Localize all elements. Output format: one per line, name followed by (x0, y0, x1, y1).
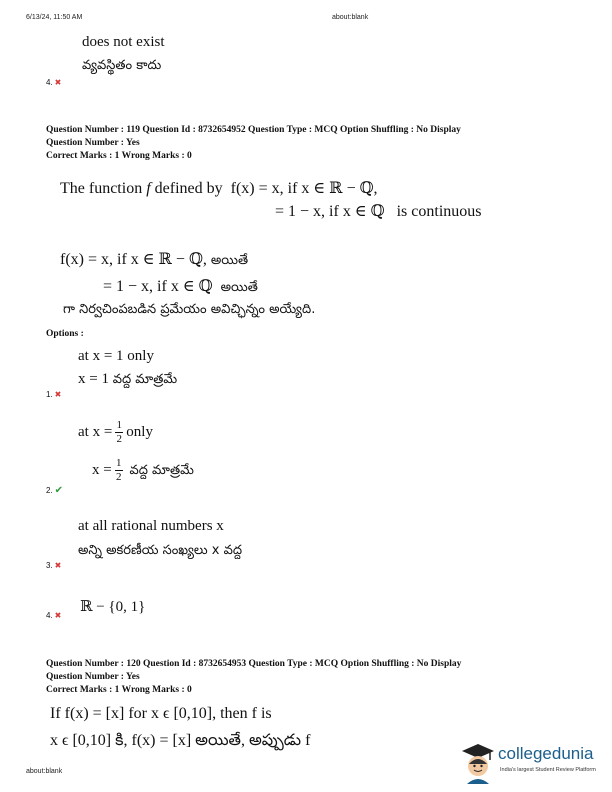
q120-stem-te: x ϵ [0,10] కి, f(x) = [x] అయితే, అప్పుడు f (50, 732, 311, 749)
q120-stem-en: If f(x) = [x] for x ϵ [0,10], then f is (50, 705, 272, 722)
q120-meta-line2: Question Number : Yes (46, 672, 140, 682)
prev-option4-te: వ్యవస్థితం కాదు (82, 58, 162, 73)
q119-stem-te-line3: గా నిర్వచింపబడిన ప్రమేయం అవిచ్ఛిన్నం అయ్యేది. (63, 302, 316, 317)
q119-option3-te: అన్ని అకరణీయ సంఖ్యలు x వద్ద (78, 543, 243, 558)
prev-option4-number: 4. ✖ (46, 78, 62, 87)
wrong-mark-icon: ✖ (54, 390, 62, 399)
q119-option3-number: 3. ✖ (46, 561, 62, 570)
collegedunia-logo (458, 742, 610, 786)
q119-option4-number: 4. ✖ (46, 611, 62, 620)
logo-name: collegedunia (498, 744, 594, 763)
prev-option4-en: does not exist (82, 34, 165, 50)
q119-option2-number: 2. ✔ (46, 485, 64, 496)
wrong-mark-icon: ✖ (54, 561, 62, 570)
q119-stem-en-line2: = 1 − x, if x ∈ ℚ is continuous (275, 203, 482, 220)
q119-meta-line1: Question Number : 119 Question Id : 8732654952 Question Type : MCQ Option Shuffling : No Display (46, 125, 461, 135)
print-datetime: 6/13/24, 11:50 AM (26, 14, 83, 21)
q119-option1-te: x = 1 వద్ద మాత్రమే (78, 371, 178, 387)
q119-meta-line3: Correct Marks : 1 Wrong Marks : 0 (46, 151, 192, 161)
options-label: Options : (46, 329, 84, 339)
fraction-one-half: $\frac{1}{2}$ (116, 419, 123, 445)
wrong-mark-icon: ✖ (54, 611, 62, 620)
print-url: about:blank (332, 14, 369, 21)
q120-meta-line3: Correct Marks : 1 Wrong Marks : 0 (46, 685, 192, 695)
correct-check-icon: ✔ (54, 485, 64, 496)
q119-option4: ℝ − {0, 1} (80, 599, 146, 615)
q119-meta-line2: Question Number : Yes (46, 138, 140, 148)
q119-option3-en: at all rational numbers x (78, 518, 224, 534)
wrong-mark-icon: ✖ (54, 78, 62, 87)
q119-option1-number: 1. ✖ (46, 390, 62, 399)
q119-stem-en-math1: f(x) = x, if x ∈ ℝ − ℚ, (230, 180, 378, 197)
graduate-mascot-icon (460, 742, 496, 784)
q119-stem-te-line2: = 1 − x, if x ∈ ℚ అయితే (103, 278, 258, 295)
q119-option2-en: at x = $\frac{1}{2}$ only (78, 419, 153, 445)
q119-stem-en-line1: The function f defined by f(x) = x, if x ∈ ℝ − ℚ, (60, 180, 378, 197)
q119-option1-en: at x = 1 only (78, 348, 154, 364)
logo-tagline: India's largest Student Review Platform (500, 767, 596, 773)
footer-url: about:blank (26, 768, 63, 775)
q119-option2-te: x = $\frac{1}{2}$ వద్ద మాత్రమే (92, 457, 194, 483)
q119-stem-te-line1: f(x) = x, if x ∈ ℝ − ℚ, అయితే (60, 251, 249, 268)
q120-meta-line1: Question Number : 120 Question Id : 8732654953 Question Type : MCQ Option Shuffling : No Display (46, 659, 462, 669)
